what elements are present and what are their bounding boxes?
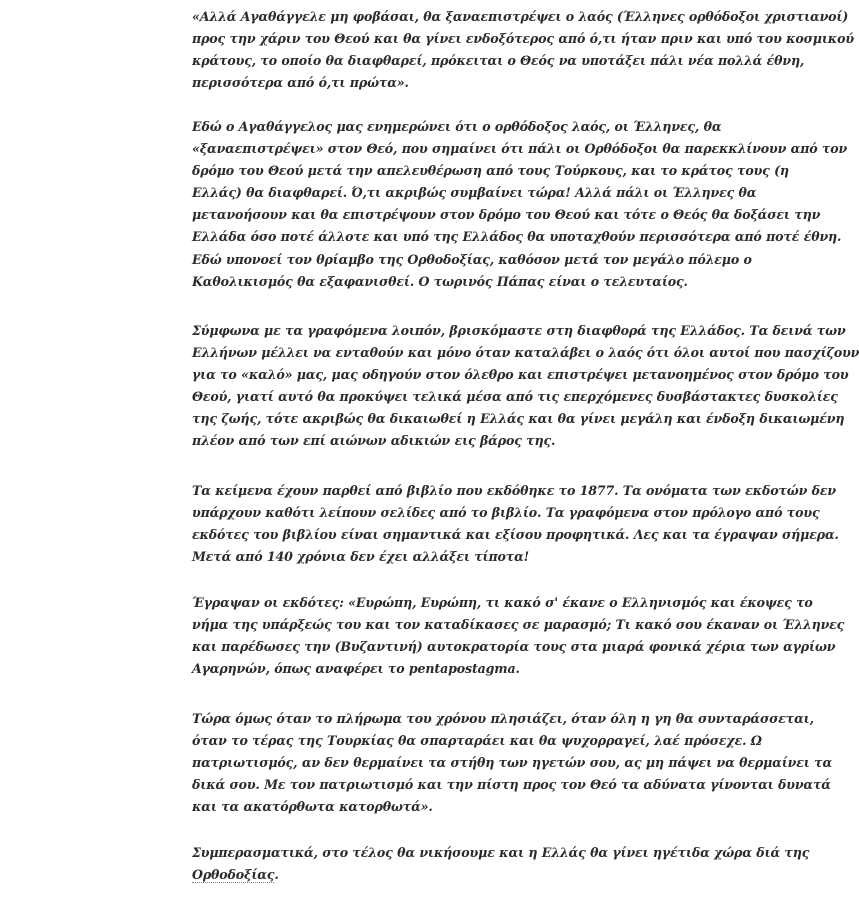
- text-line: Ελλάς) θα διαφθαρεί. Ό,τι ακριβώς συμβαίνει τώρα! Αλλά πάλι οι Έλληνες θα: [192, 185, 757, 201]
- text-line: Ελλήνων μέλλει να ενταθούν και μόνο όταν καταλάβει ο λαός ότι όλοι αυτοί που πασχίζουν: [192, 345, 859, 361]
- text-line: της ζωής, τότε ακριβώς θα δικαιωθεί η Ελλάς και θα γίνει μεγάλη και ένδοξη δικαιωμένη: [192, 411, 845, 427]
- text-line: υπάρχουν καθότι λείπουν σελίδες από το βιβλίο. Τα γραφόμενα στον πρόλογο από τους: [192, 505, 820, 521]
- text-line: Καθολικισμός θα εξαφανισθεί. Ο τωρινός Πάπας είναι ο τελευταίος.: [192, 273, 688, 289]
- paragraph-book-source: [192, 480, 839, 568]
- text-line: πλέον από των επί αιώνων αδικιών εις βάρος της.: [192, 433, 556, 449]
- text-line: «ξαναεπιστρέψει» στον Θεό, που σημαίνει ότι πάλι οι Ορθόδοξοι θα παρεκκλίνουν από τον: [192, 141, 848, 157]
- text-line: για το «καλό» μας, μας οδηγούν στον όλεθρο και επιστρέψει μετανοημένος στον δρόμο του: [192, 367, 849, 383]
- text-line: και παρέδωσες την (Βυζαντινή) αυτοκρατορία τους στα μιαρά φονικά χέρια των αγρίων: [192, 639, 836, 655]
- text-line: [192, 658, 844, 680]
- text-line: προς την χάριν του Θεού και θα γίνει ενδοξότερος από ό,τι ήταν πριν και υπό του κοσμικού: [192, 31, 854, 47]
- text-line: περισσότερα από ό,τι πρώτα».: [192, 75, 409, 91]
- text-line: δρόμο του Θεού μετά την απελευθέρωση από τους Τούρκους, και το κράτος τους (η: [192, 163, 789, 179]
- text-fragment: .: [274, 867, 279, 883]
- orthodoxy-link[interactable]: Ορθοδοξίας: [192, 867, 275, 883]
- text-line: κράτους, το οποίο θα διαφθαρεί, πρόκειται ο Θεός να υποτάξει πάλι νέα πολλά έθνη,: [192, 53, 805, 69]
- text-line: μετανοήσουν και θα επιστρέψουν στον δρόμο του Θεού και τότε ο Θεός θα δοξάσει την: [192, 207, 821, 223]
- text-line: «Αλλά Αγαθάγγελε μη φοβάσαι, θα ξαναεπιστρέψει ο λαός (Έλληνες ορθόδοξοι χριστιανοί): [192, 9, 849, 24]
- text-line: Έγραψαν οι εκδότες: «Ευρώπη, Ευρώπη, τι κακό σ' έκανε ο Ελληνισμός και έκοψες το: [192, 595, 813, 610]
- text-line: Μετά από 140 χρόνια δεν έχει αλλάξει τίποτα!: [192, 549, 530, 565]
- text-line: Τα κείμενα έχουν παρθεί από βιβλίο που εκδόθηκε το 1877. Τα ονόματα των εκδοτών δεν: [192, 483, 836, 498]
- text-line: Ελλάδα όσο ποτέ άλλοτε και υπό της Ελλάδος θα υποταχθούν περισσότερα από ποτέ έθνη.: [192, 229, 842, 245]
- text-fragment: .: [515, 661, 520, 677]
- text-line: Εδώ ο Αγαθάγγελος μας ενημερώνει ότι ο ορθόδοξος λαός, οι Έλληνες, θα: [192, 119, 722, 134]
- text-line: Εδώ υπονοεί τον θρίαμβο της Ορθοδοξίας, καθόσον μετά τον μεγάλο πόλεμο ο: [192, 251, 752, 267]
- paragraph-publishers-quote: [192, 592, 844, 680]
- text-line: πατριωτισμός, αν δεν θερμαίνει τα στήθη των ηγετών σου, ας μη πάψει να θερμαίνει τα: [192, 755, 832, 771]
- text-line: νήμα της υπάρξεώς του και τον καταδίκασες σε μαρασμό; Τι κακό σου έκαναν οι Έλληνες: [192, 617, 845, 633]
- paragraph-prophecy-quote: [192, 6, 854, 94]
- paragraph-interpretation: [192, 116, 847, 293]
- pentapostagma-source-link[interactable]: pentapostagma: [408, 661, 516, 677]
- text-line: εκδότες του βιβλίου είναι σημαντικά και εξίσου προφητικά. Λες και τα έγραψαν σήμερα.: [192, 527, 839, 543]
- paragraph-patriotism: [192, 708, 832, 818]
- text-line: [192, 864, 809, 886]
- text-line: Συμπερασματικά, στο τέλος θα νικήσουμε και η Ελλάς θα γίνει ηγέτιδα χώρα διά της: [192, 845, 810, 860]
- text-line: Σύμφωνα με τα γραφόμενα λοιπόν, βρισκόμαστε στη διαφθορά της Ελλάδος. Τα δεινά των: [192, 323, 846, 338]
- text-line: Τώρα όμως όταν το πλήρωμα του χρόνου πλησιάζει, όταν όλη η γη θα συνταράσσεται,: [192, 711, 814, 726]
- text-line: Θεού, γιατί αυτό θα προκύψει τελικά μέσα από τις επερχόμενες δυσβάστακτες δυσκολίες: [192, 389, 838, 405]
- text-line: και τα ακατόρθωτα κατορθωτά».: [192, 799, 433, 815]
- text-fragment: Αγαρηνών, όπως αναφέρει το: [192, 661, 409, 677]
- text-line: όταν το τέρας της Τουρκίας θα σπαρταράει και θα ψυχορραγεί, λαέ πρόσεχε. Ω: [192, 733, 762, 749]
- paragraph-commentary: [192, 320, 859, 453]
- paragraph-conclusion: [192, 842, 809, 886]
- text-line: δικά σου. Με τον πατριωτισμό και την πίστη προς τον Θεό τα αδύνατα γίνονται δυνατά: [192, 777, 831, 793]
